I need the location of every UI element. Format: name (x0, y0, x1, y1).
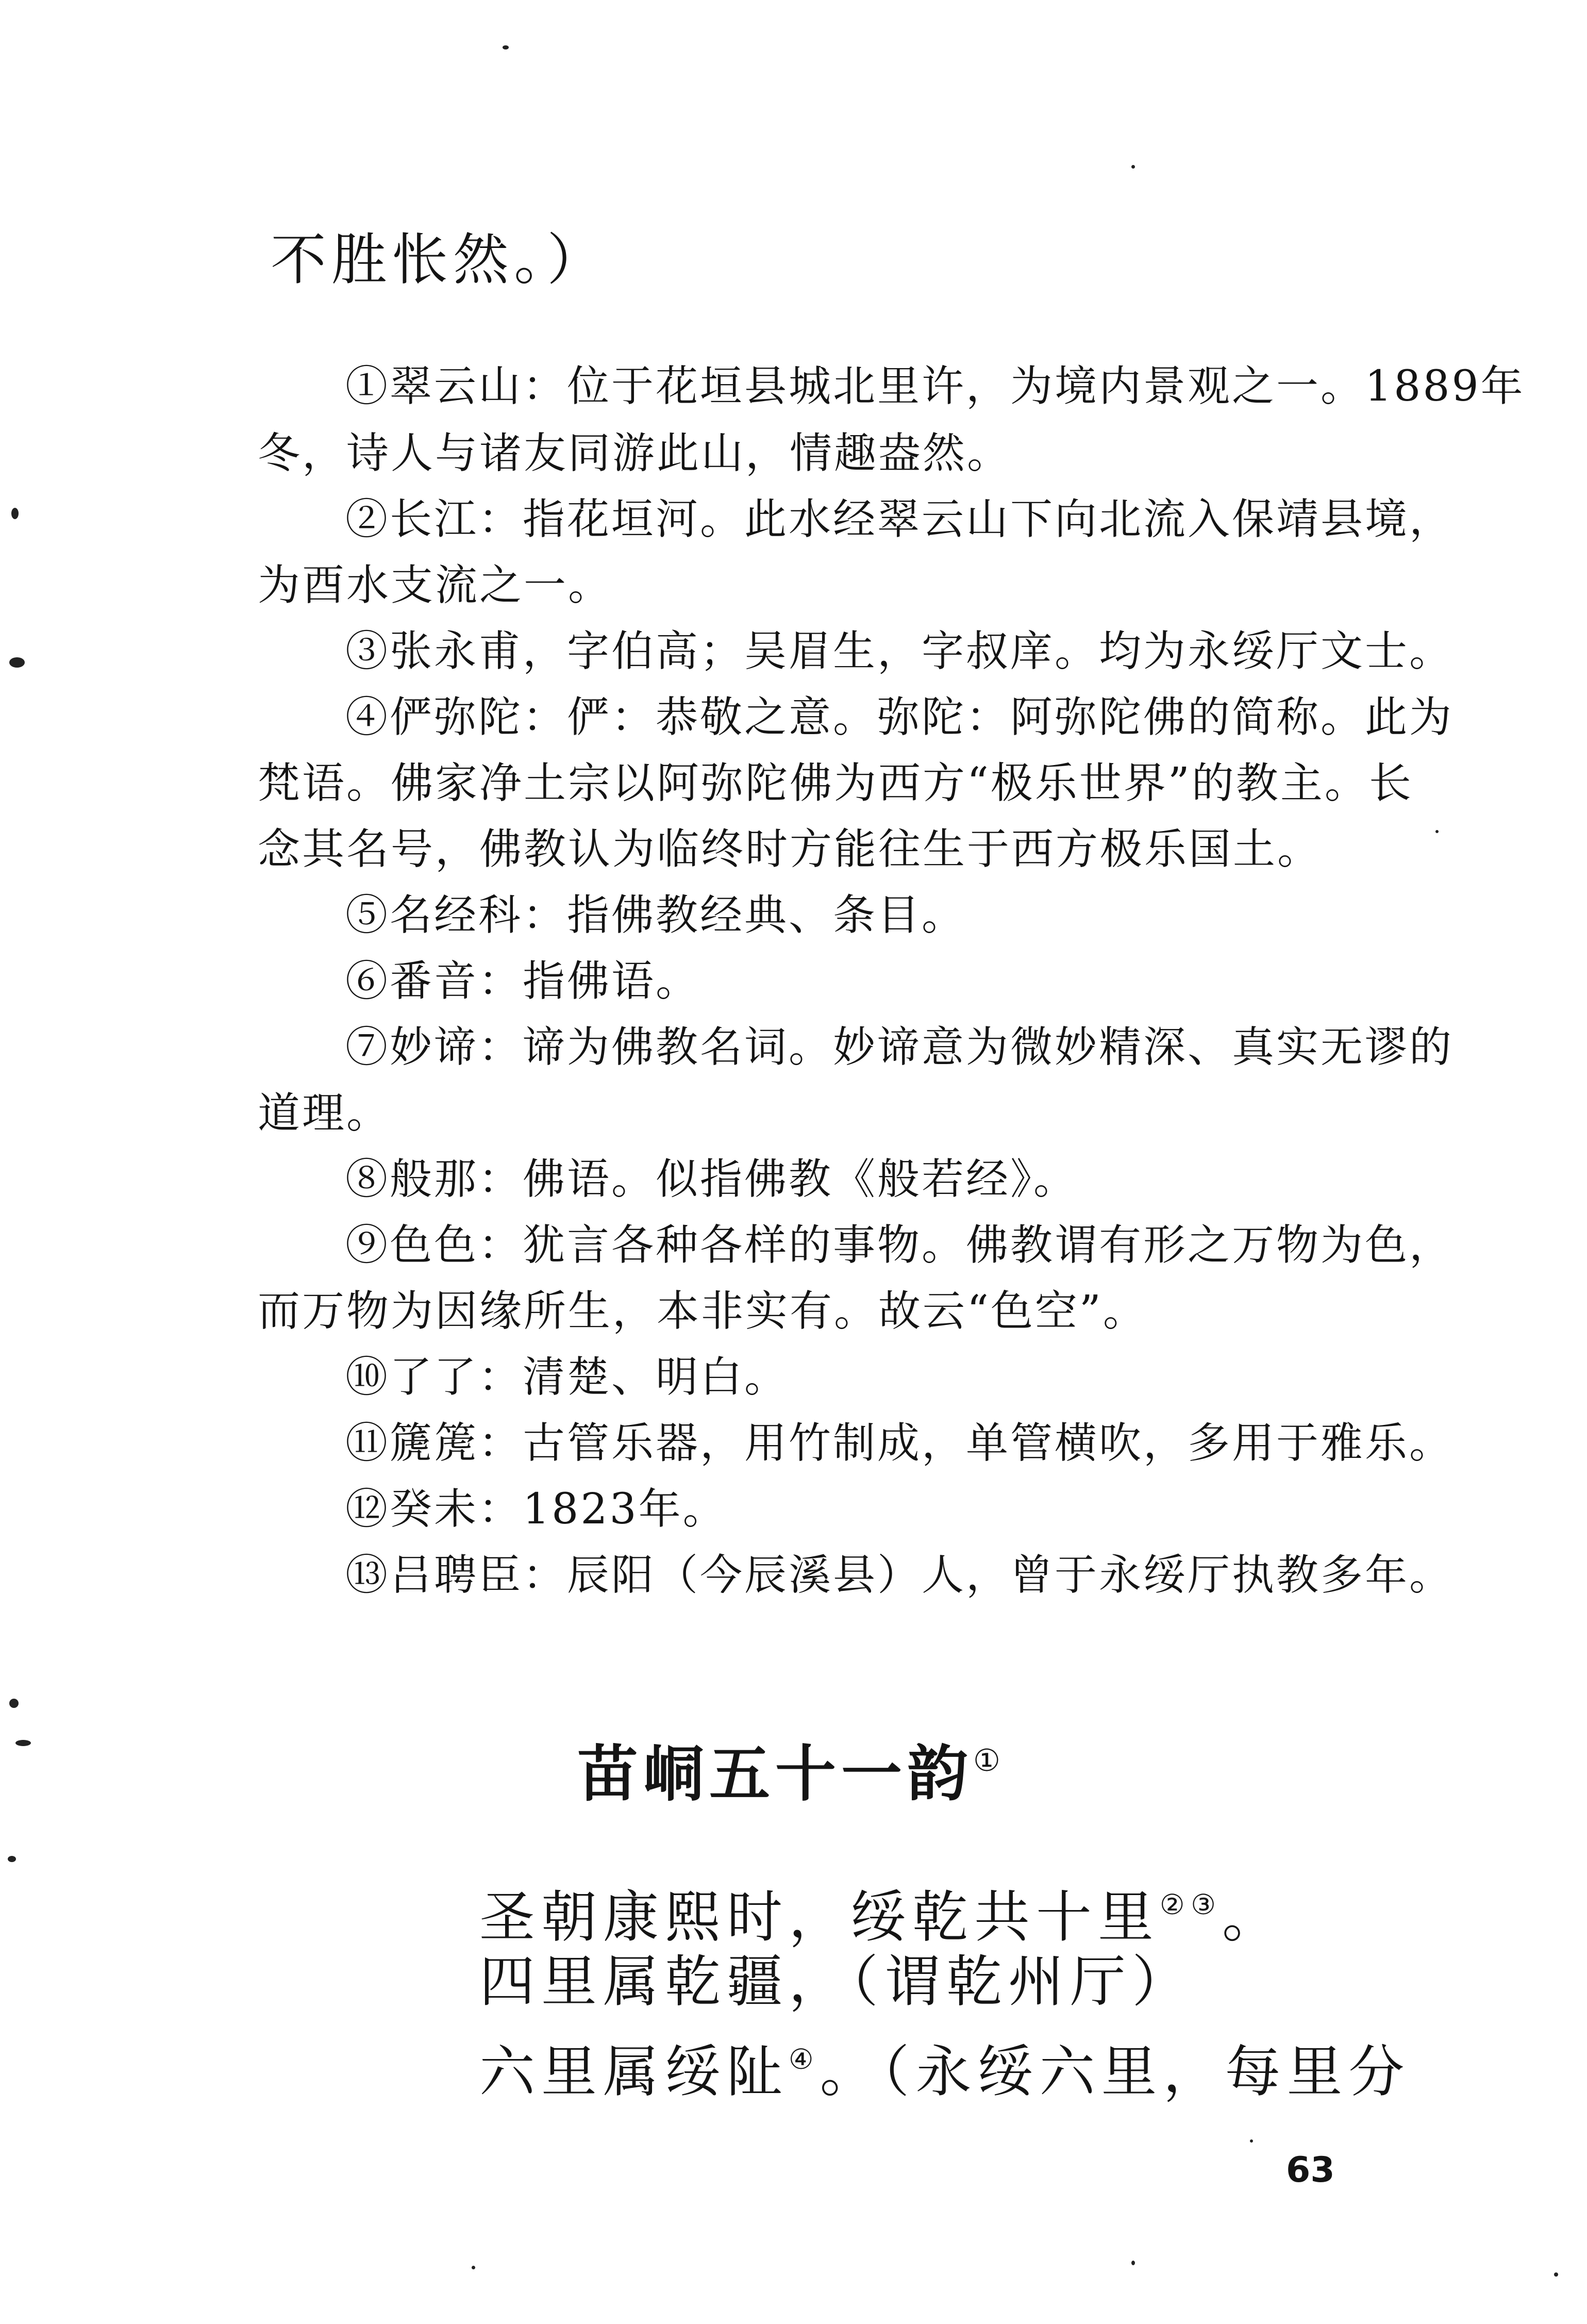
note-4-line-3: 念其名号，佛教认为临终时方能往生于西方极乐国土。 (258, 825, 1322, 874)
note-3-line-1: ③张永甫，字伯高；吴眉生，字叔庠。均为永绥厅文士。 (345, 627, 1454, 676)
note-9-line-2: 而万物为因缘所生，本非实有。故云“色空”。 (258, 1287, 1147, 1336)
scan-speck (1131, 2261, 1135, 2265)
poem-line-1-text: 圣朝康熙时，绥乾共十里 (479, 1885, 1160, 1950)
poem-line-2-text: 四里属乾疆，（谓乾州厅） (479, 1950, 1194, 2014)
note-7-line-2: 道理。 (258, 1089, 391, 1138)
poem-title (577, 1724, 1006, 1810)
note-10-line-1: ⑩了了：清楚、明白。 (345, 1353, 789, 1402)
poem-title-text: 苗峒五十一韵 (577, 1738, 974, 1810)
poem-line-3-note: ④ (789, 2043, 820, 2076)
note-12-line-1: ⑫癸未：1823年。 (345, 1485, 727, 1534)
note-1-line-1: ①翠云山：位于花垣县城北里许，为境内景观之一。1889年 (345, 362, 1525, 411)
poem-line-2 (479, 1949, 1194, 2016)
scan-speck (1554, 2272, 1558, 2277)
scan-speck (11, 508, 19, 519)
note-8-line-1: ⑧般那：佛语。似指佛教《般若经》。 (345, 1155, 1078, 1204)
poem-line-3 (479, 2026, 1410, 2106)
poem-line-3-tail: 。（永绥六里，每里分 (820, 2040, 1411, 2105)
scan-speck (15, 1740, 31, 1746)
note-7-line-1: ⑦妙谛：谛为佛教名词。妙谛意为微妙精深、真实无谬的 (345, 1023, 1454, 1072)
scan-speck (1435, 830, 1439, 833)
note-1-line-2: 冬，诗人与诸友同游此山，情趣盎然。 (258, 429, 1012, 478)
scan-speck (8, 1856, 16, 1862)
scan-speck (1131, 165, 1135, 169)
scan-speck (503, 45, 509, 49)
poem-line-1-tail: 。 (1222, 1885, 1284, 1950)
note-5-line-1: ⑤名经科：指佛教经典、条目。 (345, 891, 966, 940)
note-9-line-1: ⑨色色：犹言各种各样的事物。佛教谓有形之万物为色， (345, 1221, 1454, 1270)
note-6-line-1: ⑥番音：指佛语。 (345, 957, 700, 1006)
page-number: 63 (1286, 2150, 1335, 2190)
scan-speck (1250, 2139, 1253, 2143)
poem-line-1 (479, 1871, 1284, 1951)
scan-speck (472, 2266, 475, 2269)
note-2-line-2: 为酉水支流之一。 (258, 561, 613, 610)
scan-speck (9, 1699, 19, 1708)
note-4-line-2: 梵语。佛家净土宗以阿弥陀佛为西方“极乐世界”的教主。长 (258, 759, 1413, 808)
poem-line-1-note: ②③ (1160, 1888, 1222, 1921)
opening-line: 不胜怅然。） (271, 228, 608, 292)
note-4-line-1: ④俨弥陀：俨：恭敬之意。弥陀：阿弥陀佛的简称。此为 (345, 693, 1454, 742)
poem-title-note: ① (973, 1742, 1006, 1778)
note-13-line-1: ⑬吕聘臣：辰阳（今辰溪县）人，曾于永绥厅执教多年。 (345, 1551, 1454, 1600)
scan-speck (9, 657, 25, 668)
poem-line-3-text: 六里属绥阯 (479, 2040, 789, 2105)
note-11-line-1: ⑪篪箎：古管乐器，用竹制成，单管横吹，多用于雅乐。 (345, 1419, 1454, 1468)
note-2-line-1: ②长江：指花垣河。此水经翠云山下向北流入保靖县境， (345, 495, 1454, 544)
